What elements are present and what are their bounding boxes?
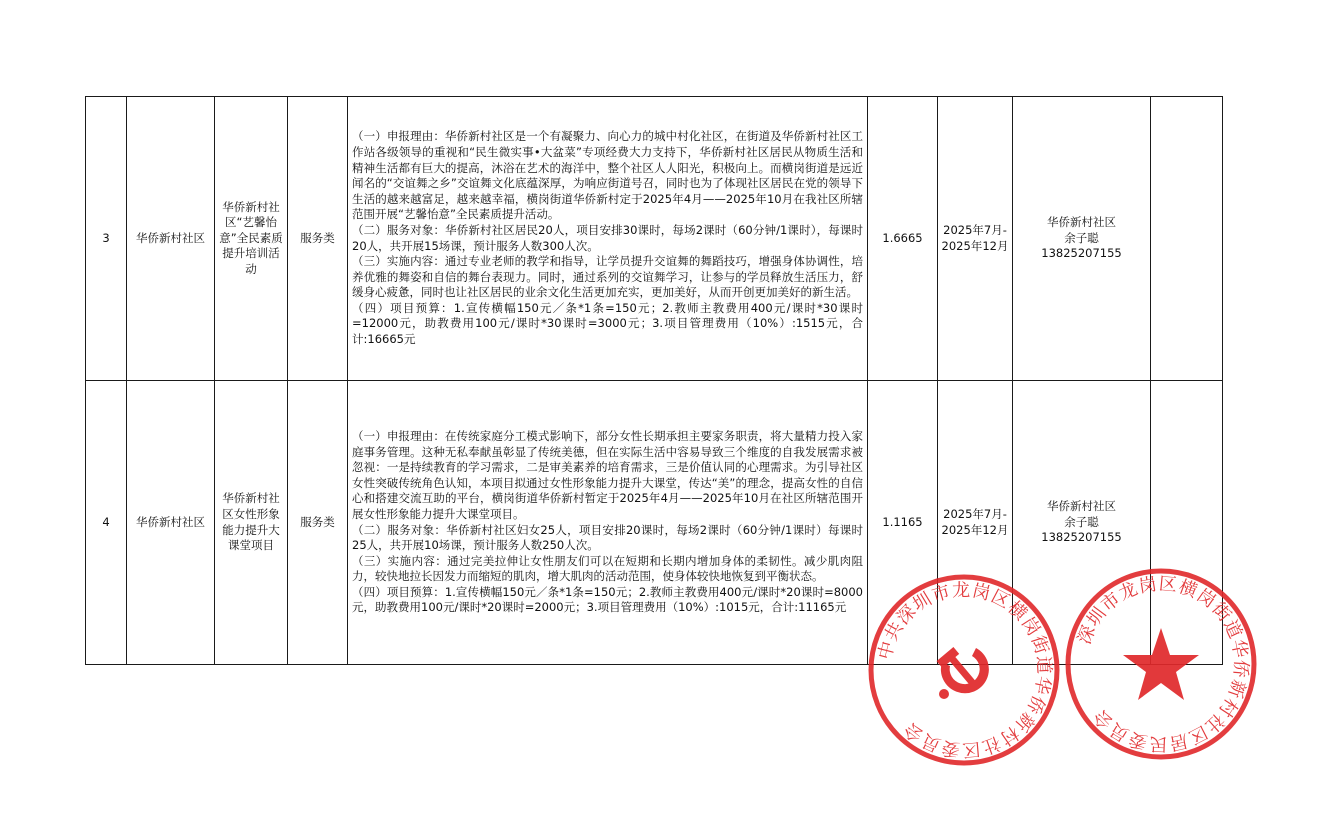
contact-phone: 13825207155 [1041,530,1122,545]
period-end: 2025年12月 [941,522,1009,537]
residents-committee-seal [1063,566,1259,762]
period-cell [938,97,1013,381]
party-committee-seal-graphic [866,572,1062,768]
project-name-cell: 华侨新村社区“艺馨怡意”全民素质提升培训活动 [215,97,288,381]
contact-unit: 华侨新村社区 [1047,215,1116,230]
contact-person: 余子聪 [1064,514,1099,529]
residents-seal-text: 深圳市龙岗区横岗街道华侨新村社区居民委员会 [1073,573,1252,755]
project-content-cell [348,97,868,381]
contact-unit: 华侨新村社区 [1047,499,1116,514]
amount-cell: 1.1165 [868,381,938,665]
category-cell: 服务类 [288,97,348,381]
contact-person: 余子聪 [1064,230,1099,245]
content-budget: （四）项目预算：1.宣传横幅150元／条*1条=150元；2.教师主教费用400元/课时*30课时=12000元，助教费用100元/课时*30课时=3000元；3.项目管理费用（10%）:1515元，合计:16665元 [352,300,863,347]
period-start: 2025年7月- [943,222,1007,237]
amount-cell: 1.6665 [868,97,938,381]
star-icon [1123,628,1199,700]
content-reason: （一）申报理由：华侨新村社区是一个有凝聚力、向心力的城中村化社区，在街道及华侨新村社区工作站各级领导的重视和“民生微实事•大盆菜”专项经费大力支持下，华侨新村社区居民从物质生活和精神生活都有巨大的提高，沐浴在艺术的海洋中，整个社区人人阳光，积极向上。而横岗街道是远近闻名的“交谊舞之乡”交谊舞文化底蕴深厚，为响应街道号召，同时也为了体现社区居民在党的领导下生活的越来越富足，越来越幸福，横岗街道华侨新村定于2025年4月——2025年10月在我社区所辖范围开展“艺馨怡意”全民素质提升活动。 [352,129,863,222]
residents-committee-seal-graphic [1063,566,1259,762]
category-cell: 服务类 [288,381,348,665]
party-committee-seal [866,572,1062,768]
party-emblem-icon [937,647,989,699]
community-cell: 华侨新村社区 [127,381,215,665]
content-target: （二）服务对象：华侨新村社区居民20人，项目安排30课时，每场2课时（60分钟/1课时），每课时20人，共开展15场课，预计服务人数300人次。 [352,222,863,253]
period-end: 2025年12月 [941,238,1009,253]
content-reason: （一）申报理由：在传统家庭分工模式影响下，部分女性长期承担主要家务职责，将大量精力投入家庭事务管理。这种无私奉献虽彰显了传统美德，但在实际生活中容易导致三个维度的自我发展需求被忽视：一是持续教育的学习需求，二是审美素养的培育需求，三是价值认同的心理需求。为引导社区女性突破传统角色认知，本项目拟通过女性形象能力提升大课堂，传达“美”的理念，提高女性的自信心和搭建交流互助的平台，横岗街道华侨新村暂定于2025年4月——2025年10月在社区所辖范围开展女性形象能力提升大课堂项目。 [352,428,863,521]
project-name-cell: 华侨新村社区女性形象能力提升大课堂项目 [215,381,288,665]
content-implementation: （三）实施内容：通过完美拉伸让女性朋友们可以在短期和长期内增加身体的柔韧性。减少肌肉阻力，较快地拉长因发力而缩短的肌肉，增大肌肉的活动范围，使身体较快地恢复到平衡状态。 [352,553,863,584]
content-target: （二）服务对象：华侨新村社区妇女25人，项目安排20课时，每场2课时（60分钟/1课时）每课时25人，共开展10场课，预计服务人数250人次。 [352,522,863,553]
content-budget: （四）项目预算：1.宣传横幅150元／条*1条=150元；2.教师主教费用400元/课时*20课时=8000元，助教费用100元/课时*20课时=2000元；3.项目管理费用（10%）:1015元，合计:11165元 [352,584,863,615]
contact-cell [1013,97,1151,381]
content-implementation: （三）实施内容：通过专业老师的教学和指导，让学员提升交谊舞的舞蹈技巧，增强身体协调性，培养优雅的舞姿和自信的舞台表现力。同时，通过系列的交谊舞学习，让参与的学员释放生活压力，舒缓身心疲惫，同时也让社区居民的业余文化生活更加充实，更加美好，从而开创更加美好的新生活。 [352,254,863,300]
period-start: 2025年7月- [943,506,1007,521]
remark-cell [1151,97,1223,381]
project-content-cell [348,381,868,665]
table-row [86,97,1223,381]
contact-phone: 13825207155 [1041,246,1122,261]
row-index: 3 [86,97,127,381]
party-seal-text: 中共深圳市龙岗区横岗街道华侨新村社区委员会 [874,579,1055,761]
community-cell: 华侨新村社区 [127,97,215,381]
row-index: 4 [86,381,127,665]
